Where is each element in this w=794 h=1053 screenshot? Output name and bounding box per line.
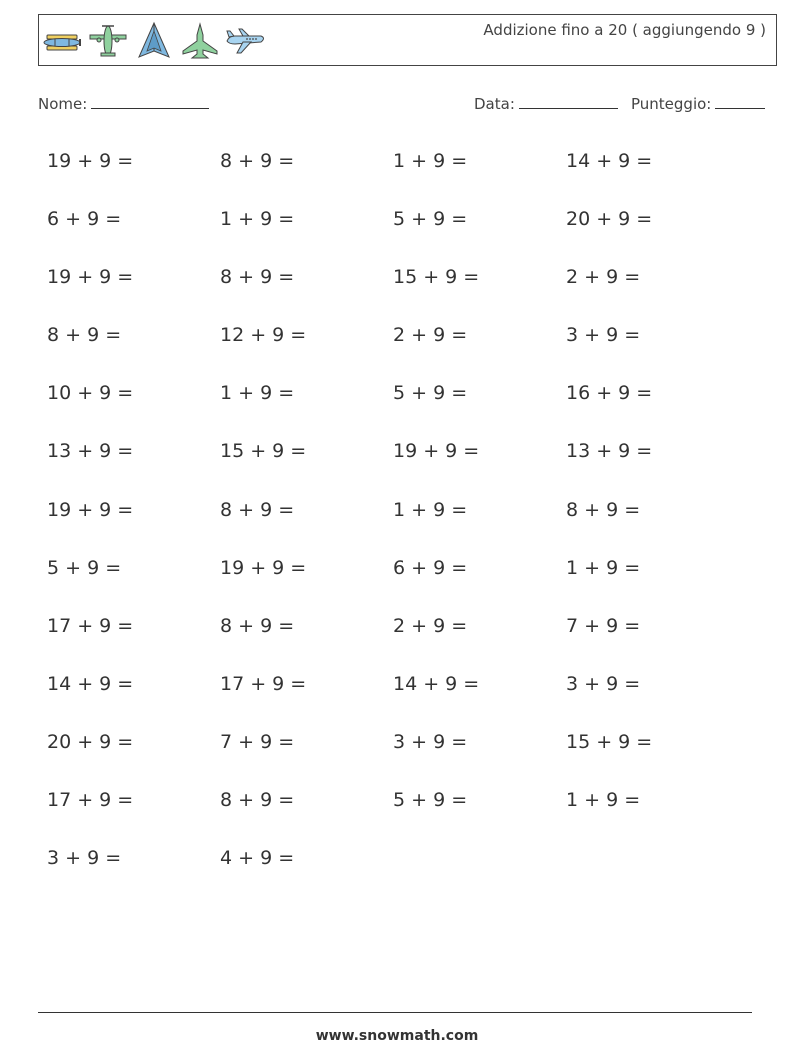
date-line[interactable] [519,92,618,109]
name-label: Nome: [38,95,88,113]
score-field[interactable] [631,92,765,113]
addition-problem: 19 + 9 = [47,498,134,521]
addition-problem: 15 + 9 = [393,266,480,289]
worksheet-header [38,14,777,66]
addition-problem: 15 + 9 = [220,440,307,463]
addition-problem: 13 + 9 = [47,440,134,463]
addition-problem: 20 + 9 = [566,208,653,231]
addition-problem: 1 + 9 = [566,789,641,812]
addition-problem: 5 + 9 = [393,789,468,812]
addition-problem: 17 + 9 = [47,614,134,637]
addition-problem: 16 + 9 = [566,382,653,405]
addition-problem: 5 + 9 = [47,556,122,579]
stealth-jet-icon [133,21,175,61]
addition-problem: 7 + 9 = [566,614,641,637]
propeller-plane-icon [87,21,129,61]
footer-divider [38,1012,752,1013]
addition-problem: 7 + 9 = [220,730,295,753]
addition-problem: 19 + 9 = [47,150,134,172]
problem-grid [47,146,747,901]
addition-problem: 14 + 9 = [393,672,480,695]
addition-problem: 2 + 9 = [566,266,641,289]
score-label: Punteggio: [631,95,712,113]
addition-problem: 1 + 9 = [566,556,641,579]
addition-problem: 8 + 9 = [566,498,641,521]
date-label: Data: [474,95,515,113]
addition-problem: 10 + 9 = [47,382,134,405]
addition-problem: 19 + 9 = [47,266,134,289]
addition-problem: 17 + 9 = [220,672,307,695]
addition-problem: 1 + 9 = [393,498,468,521]
addition-problem: 2 + 9 = [393,324,468,347]
addition-problem: 8 + 9 = [220,614,295,637]
addition-problem: 14 + 9 = [566,150,653,172]
addition-problem: 4 + 9 = [220,847,295,870]
addition-problem: 3 + 9 = [566,324,641,347]
addition-problem: 19 + 9 = [393,440,480,463]
name-field[interactable] [38,92,209,113]
addition-problem: 8 + 9 = [47,324,122,347]
addition-problem: 17 + 9 = [47,789,134,812]
addition-problem: 13 + 9 = [566,440,653,463]
biplane-icon [41,21,83,61]
addition-problem: 3 + 9 = [566,672,641,695]
addition-problem: 8 + 9 = [220,150,295,172]
date-field[interactable] [474,92,618,113]
addition-problem: 12 + 9 = [220,324,307,347]
addition-problem: 1 + 9 = [220,208,295,231]
addition-problem: 1 + 9 = [220,382,295,405]
addition-problem: 3 + 9 = [393,730,468,753]
addition-problem: 8 + 9 = [220,498,295,521]
addition-problem: 19 + 9 = [220,556,307,579]
addition-problem: 6 + 9 = [47,208,122,231]
addition-problem: 20 + 9 = [47,730,134,753]
score-line[interactable] [715,92,765,109]
addition-problem: 14 + 9 = [47,672,134,695]
addition-problem: 2 + 9 = [393,614,468,637]
airliner-icon [225,21,267,61]
name-line[interactable] [91,92,209,109]
footer-site: www.snowmath.com [315,1028,479,1044]
plane-icons [41,19,267,63]
addition-problem: 5 + 9 = [393,208,468,231]
fighter-jet-icon [179,21,221,61]
addition-problem: 8 + 9 = [220,789,295,812]
addition-problem: 15 + 9 = [566,730,653,753]
addition-problem: 6 + 9 = [393,556,468,579]
addition-problem: 1 + 9 = [393,150,468,172]
addition-problem: 3 + 9 = [47,847,122,870]
addition-problem: 5 + 9 = [393,382,468,405]
addition-problem: 8 + 9 = [220,266,295,289]
worksheet-title: Addizione fino a 20 ( aggiungendo 9 ) [483,21,766,39]
